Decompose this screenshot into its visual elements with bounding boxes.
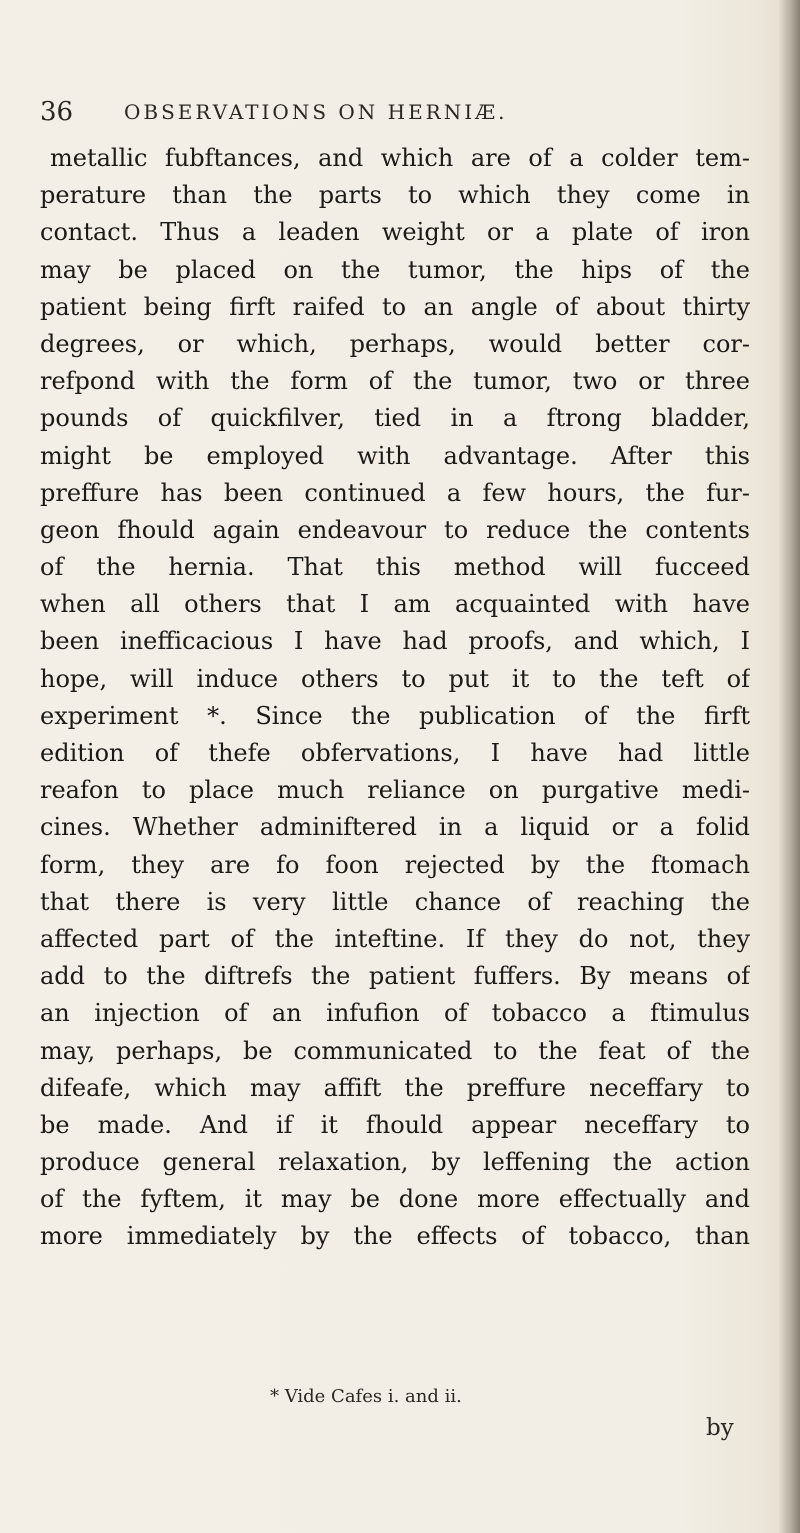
text-line: may, perhaps, be communicated to the feat of the [40, 1036, 750, 1065]
text-line: hope, will induce others to put it to the teft of [40, 664, 750, 693]
text-line: geon fhould again endeavour to reduce the contents [40, 515, 750, 544]
text-line: metallic fubftances, and which are of a colder tem- [50, 144, 750, 172]
text-line: edition of thefe obfervations, I have had little [40, 739, 750, 767]
text-line: cines. Whether adminiftered in a liquid or a folid [40, 813, 750, 842]
text-line: refpond with the form of the tumor, two or three [40, 367, 750, 396]
text-line: may be placed on the tumor, the hips of the [40, 255, 750, 284]
text-line: reafon to place much reliance on purgative medi- [40, 776, 750, 805]
text-line: difeafe, which may affift the preffure neceffary to [40, 1073, 750, 1102]
text-line: pounds of quickfilver, tied in a ftrong bladder, [40, 404, 750, 433]
text-line: form, they are fo foon rejected by the ftomach [40, 850, 750, 879]
catchword: by [706, 1415, 734, 1441]
text-line: perature than the parts to which they come in [40, 181, 750, 210]
text-line: when all others that I am acquainted with have [40, 590, 750, 619]
text-line: add to the diftrefs the patient fuffers. By means of [40, 962, 750, 991]
text-line: produce general relaxation, by leffening the action [40, 1148, 750, 1177]
page-header [40, 94, 720, 130]
text-line: experiment *. Since the publication of the firft [40, 701, 750, 730]
text-line: might be employed with advantage. After this [40, 441, 750, 470]
text-line: that there is very little chance of reaching the [40, 887, 750, 916]
page-number: 36 [40, 97, 74, 127]
page-edge-shadow [778, 0, 800, 1533]
text-line: more immediately by the effects of tobacco, than [40, 1222, 750, 1251]
running-head: OBSERVATIONS ON HERNIÆ. [124, 100, 508, 124]
text-line: been inefficacious I have had proofs, and which, I [40, 627, 750, 656]
text-line: of the fyftem, it may be done more effectually and [40, 1185, 750, 1214]
text-line: of the hernia. That this method will fucceed [40, 553, 750, 582]
text-line: preffure has been continued a few hours, the fur- [40, 478, 750, 507]
text-line: be made. And if it fhould appear neceffary to [40, 1110, 750, 1139]
text-line: contact. Thus a leaden weight or a plate of iron [40, 218, 750, 247]
text-line: an injection of an infufion of tobacco a ftimulus [40, 999, 750, 1028]
text-line: patient being firft raifed to an angle of about thirty [40, 292, 750, 321]
text-line: affected part of the inteftine. If they do not, they [40, 924, 750, 953]
footnote: * Vide Cafes i. and ii. [270, 1386, 462, 1407]
text-line: degrees, or which, perhaps, would better cor- [40, 329, 750, 358]
body-text [40, 140, 750, 1256]
